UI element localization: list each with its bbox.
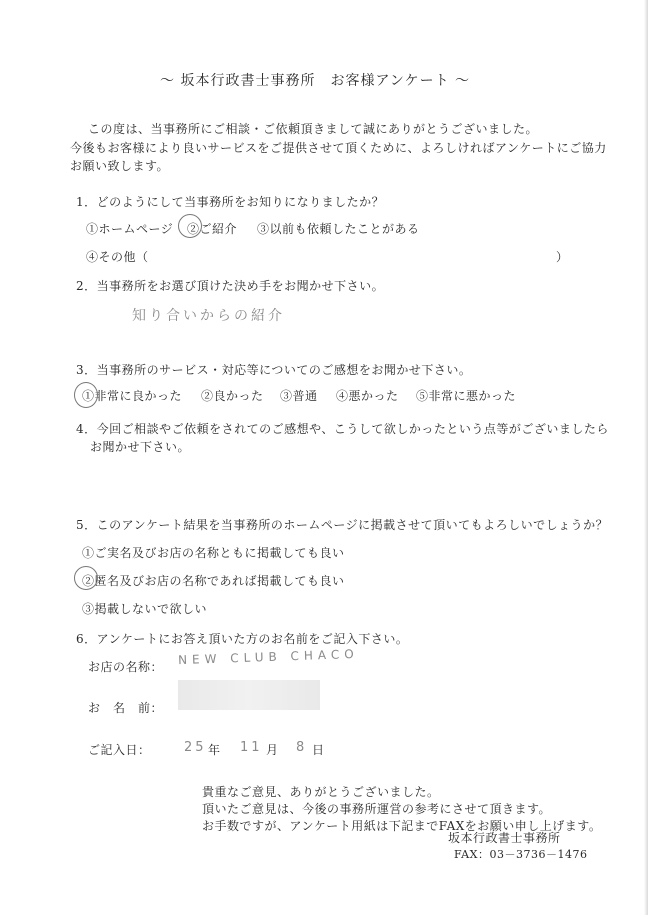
q5-option-2[interactable]: ②匿名及びお店の名称であれば掲載しても良い <box>82 574 345 588</box>
q5-option-1[interactable]: ①ご実名及びお店の名称ともに掲載しても良い <box>82 546 345 560</box>
date-year-value[interactable]: 25 <box>184 740 207 755</box>
shop-name-value[interactable]: NEW CLUB CHACO <box>177 646 359 668</box>
office-name: 坂本行政書士事務所 <box>448 831 561 845</box>
q1-option-4[interactable]: ④その他（ <box>86 250 149 264</box>
closing-line-2: 頂いたご意見は、今後の事務所運営の参考にさせて頂きます。 <box>202 802 552 816</box>
redacted-name-field[interactable] <box>178 680 320 710</box>
q2-question: 2．当事務所をお選び頂けた決め手をお聞かせ下さい。 <box>76 279 385 293</box>
q4-question: 4．今回ご相談やご依頼をされてのご感想や、こうして欲しかったという点等がございましたら <box>76 422 609 436</box>
q1-question: 1．どのようにして当事務所をお知りになりましたか？ <box>76 195 385 209</box>
q1-selection-circle <box>178 214 202 238</box>
name-label: お 名 前： <box>88 701 164 715</box>
page-title: ～ 坂本行政書士事務所 お客様アンケート ～ <box>160 73 471 89</box>
q4-question-cont: お聞かせ下さい。 <box>90 440 191 454</box>
date-label: ご記入日： <box>88 743 151 757</box>
q3-option-3[interactable]: ③普通 <box>280 389 318 403</box>
q3-question: 3．当事務所のサービス・対応等についてのご感想をお聞かせ下さい。 <box>76 363 472 377</box>
month-unit: 月 <box>266 743 279 757</box>
closing-line-1: 貴重なご意見、ありがとうございました。 <box>202 785 440 799</box>
intro-line-2: 今後もお客様により良いサービスをご提供させて頂くために、よろしければアンケートにご協力 <box>70 141 607 155</box>
q3-option-4[interactable]: ④悪かった <box>336 389 399 403</box>
q5-option-3[interactable]: ③掲載しないで欲しい <box>82 602 208 616</box>
q3-option-5[interactable]: ⑤非常に悪かった <box>416 389 517 403</box>
intro-line-1: この度は、当事務所にご相談・ご依頼頂きまして誠にありがとうございました。 <box>88 122 539 136</box>
fax-number: FAX：03－3736－1476 <box>454 848 588 861</box>
day-unit: 日 <box>312 743 325 757</box>
q5-question: 5．このアンケート結果を当事務所のホームページに掲載させて頂いてもよろしいでしょうか？ <box>76 518 609 532</box>
q1-other-close: ） <box>556 250 569 264</box>
q3-selection-circle <box>74 382 98 408</box>
q1-option-2[interactable]: ②ご紹介 <box>187 222 238 236</box>
date-day-value[interactable]: 8 <box>296 740 308 755</box>
q3-option-1[interactable]: ①非常に良かった <box>82 389 183 403</box>
shop-name-label: お店の名称： <box>88 660 164 674</box>
closing-line-3: お手数ですが、アンケート用紙は下記までFAXをお願い申し上げます。 <box>202 819 602 833</box>
q1-option-3[interactable]: ③以前も依頼したことがある <box>257 222 420 236</box>
q6-question: 6．アンケートにお答え頂いた方のお名前をご記入下さい。 <box>76 632 409 646</box>
q3-option-2[interactable]: ②良かった <box>201 389 264 403</box>
q1-option-1[interactable]: ①ホームページ <box>86 222 174 236</box>
q2-handwritten-answer[interactable]: 知り合いからの紹介 <box>132 308 285 324</box>
year-unit: 年 <box>208 743 221 757</box>
q5-selection-circle <box>74 566 98 590</box>
scan-edge <box>644 0 648 915</box>
intro-line-3: お願い致します。 <box>70 159 170 173</box>
date-month-value[interactable]: 11 <box>240 740 263 755</box>
